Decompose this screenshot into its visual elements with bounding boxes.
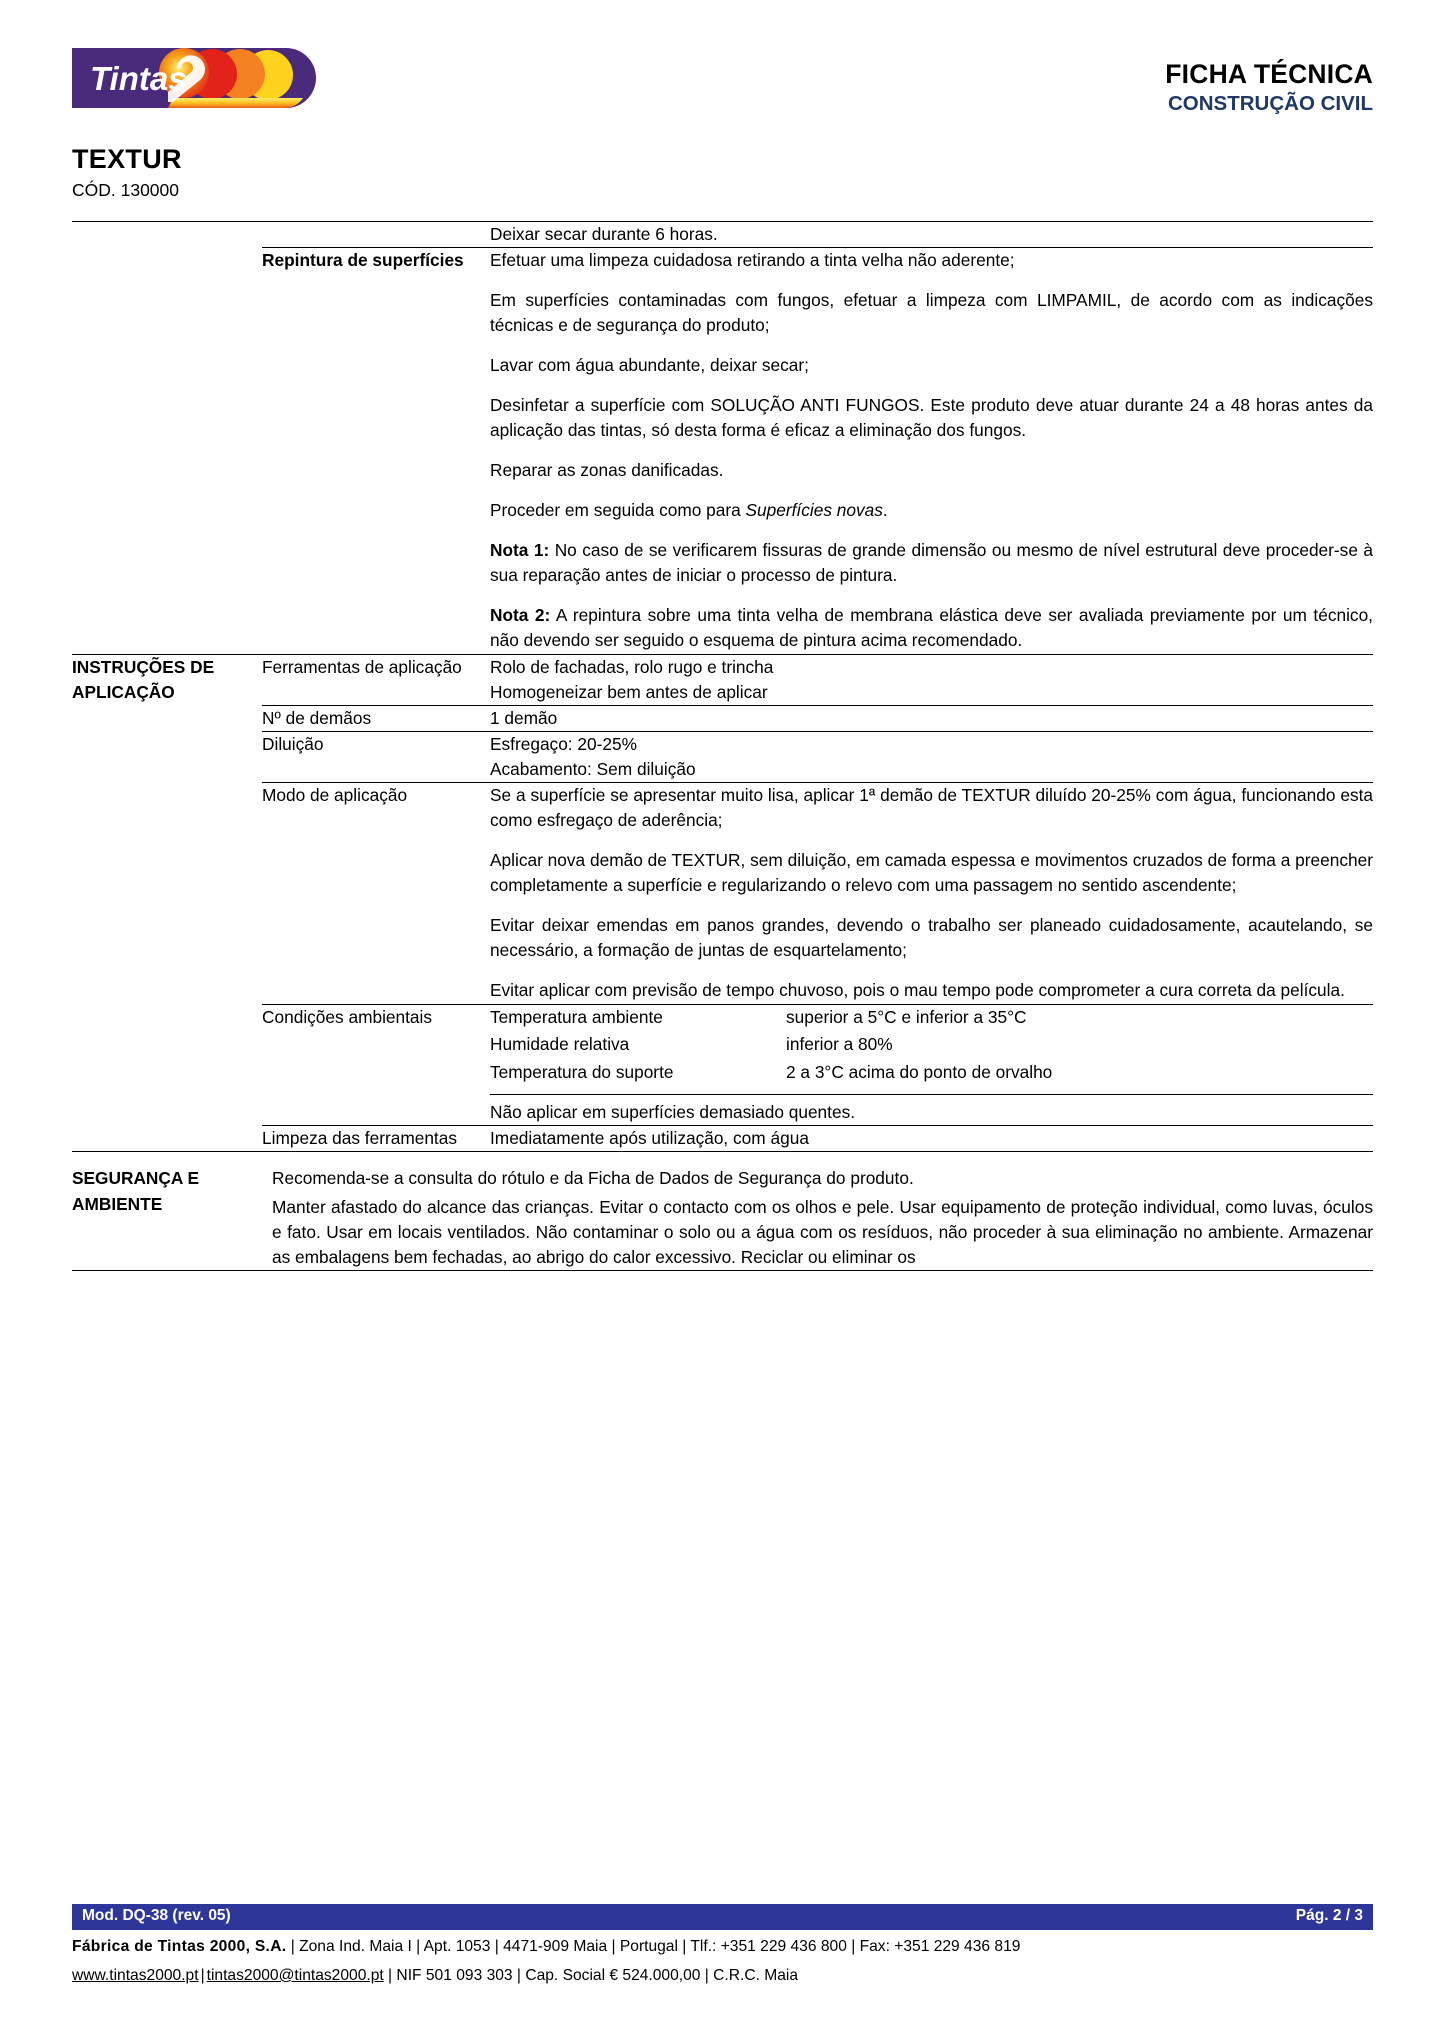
empty-section-cell: [72, 221, 262, 247]
section-label-seguranca: SEGURANÇA E AMBIENTE: [72, 1152, 262, 1270]
env-row: [490, 1032, 1373, 1060]
limpeza-value: Imediatamente após utilização, com água: [490, 1126, 1373, 1152]
row-label-modo: Modo de aplicação: [262, 782, 490, 1004]
empty-prop-cell: [262, 221, 490, 247]
footer-contact-line: [72, 1963, 1373, 1988]
row-label-ferramentas: Ferramentas de aplicação: [262, 654, 490, 705]
repintura-paragraph: Reparar as zonas danificadas.: [490, 460, 724, 481]
seguranca-line-2: Manter afastado do alcance das crianças. Evitar o contacto com os olhos e pele. Usar equipamento de proteção individual, como luvas, óculos e fato. Usar em locais ventilados. Não contaminar o solo ou a água com os resíduos, não proceder à sua eliminação no ambiente. Armazenar as embalagens bem fechadas, ao abrigo do calor excessivo. Reciclar ou eliminar os: [272, 1196, 1373, 1267]
repintura-paragraph: Efetuar uma limpeza cuidadosa retirando a tinta velha não aderente;: [490, 249, 1015, 270]
page-title: FICHA TÉCNICA: [1165, 59, 1373, 89]
page-footer: [72, 1904, 1373, 1989]
repintura-content: [490, 247, 1373, 654]
header-title-block: [1165, 42, 1373, 116]
footer-separator: |: [200, 1966, 205, 1984]
table-row: [72, 782, 1373, 1004]
page-header: [0, 0, 1445, 130]
env-key: Temperatura ambiente: [490, 1006, 663, 1027]
specification-table: [72, 221, 1373, 1281]
row-label-demaos: Nº de demãos: [262, 705, 490, 731]
table-row: [72, 247, 1373, 654]
diluicao-value: Esfregaço: 20-25% Acabamento: Sem diluição: [490, 731, 1373, 782]
modo-paragraph: Se a superfície se apresentar muito lisa, aplicar 1ª demão de TEXTUR diluído 20-25% com água, funcionando esta como esfregaço de aderência;: [490, 784, 1373, 831]
condicoes-note: Não aplicar em superfícies demasiado quentes.: [490, 1094, 1373, 1125]
footer-bar: [72, 1904, 1373, 1930]
table-row: [72, 221, 1373, 247]
footer-mod-code: Mod. DQ-38 (rev. 05): [82, 1907, 231, 1924]
table-row: [72, 705, 1373, 731]
repintura-proceder: Proceder em seguida como para Superfícies novas.: [490, 500, 888, 521]
dry-time-text: Deixar secar durante 6 horas.: [490, 223, 718, 244]
repintura-paragraph: Em superfícies contaminadas com fungos, efetuar a limpeza com LIMPAMIL, de acordo com as indicações técnicas e de segurança do produto;: [490, 289, 1373, 335]
footer-address-rest: | Zona Ind. Maia I | Apt. 1053 | 4471-909 Maia | Portugal | Tlf.: +351 229 436 800 | Fax: +351 229 436 819: [286, 1937, 1021, 1955]
environmental-conditions-grid: [490, 1005, 1373, 1089]
table-row: [72, 1152, 1373, 1270]
env-key: Temperatura do suporte: [490, 1062, 674, 1083]
section-label-instrucoes: INSTRUÇÕES DE APLICAÇÃO: [72, 654, 262, 1152]
table-row: [72, 654, 1373, 705]
footer-company-name: Fábrica de Tintas 2000, S.A.: [72, 1937, 287, 1955]
row-label-diluicao: Diluição: [262, 731, 490, 782]
repintura-nota-2: Nota 2: A repintura sobre uma tinta velha de membrana elástica deve ser avaliada previamente por um técnico, não devendo ser seguido o esquema de pintura acima recomendado.: [490, 605, 1373, 651]
env-value: 2 a 3°C acima do ponto de orvalho: [786, 1062, 1053, 1083]
closing-rule-cell: [490, 1270, 1373, 1280]
env-key: Humidade relativa: [490, 1034, 630, 1055]
logo-graphic: [72, 42, 327, 114]
row-label-repintura: Repintura de superfícies: [262, 247, 490, 654]
modo-paragraph: Aplicar nova demão de TEXTUR, sem diluição, em camada espessa e movimentos cruzados de forma a preencher completamente a superfície e regularizando o relevo com uma passagem no sentido ascendente;: [490, 850, 1373, 896]
row-label-limpeza: Limpeza das ferramentas: [262, 1126, 490, 1152]
env-row: [490, 1005, 1373, 1033]
modo-content: [490, 782, 1373, 1004]
seguranca-content: [262, 1152, 1373, 1270]
closing-rule-cell: [262, 1270, 490, 1280]
env-value: superior a 5°C e inferior a 35°C: [786, 1006, 1027, 1027]
demaos-value: 1 demão: [490, 705, 1373, 731]
footer-website-link[interactable]: www.tintas2000.pt: [72, 1966, 199, 1984]
continued-value-cell: [490, 221, 1373, 247]
closing-rule-cell: [72, 1270, 262, 1280]
table-row: [72, 731, 1373, 782]
table-row: [72, 1126, 1373, 1152]
repintura-nota-1: Nota 1: No caso de se verificarem fissuras de grande dimensão ou mesmo de nível estrutural deve proceder-se à sua reparação antes de iniciar o processo de pintura.: [490, 540, 1373, 586]
repintura-paragraph: Desinfetar a superfície com SOLUÇÃO ANTI FUNGOS. Este produto deve atuar durante 24 a 48 horas antes da aplicação das tintas, só desta forma é eficaz a eliminação dos fungos.: [490, 394, 1373, 441]
table-row: [72, 1270, 1373, 1280]
product-code: CÓD. 130000: [72, 180, 180, 201]
modo-paragraph: Evitar deixar emendas em panos grandes, devendo o trabalho ser planeado cuidadosamente, acautelando, se necessário, a formação de juntas de esquartelamento;: [490, 915, 1373, 961]
footer-address-line: [72, 1934, 1373, 1959]
product-identity: [0, 130, 1445, 203]
tintas-2000-logo: [72, 42, 327, 112]
table-row: [72, 1004, 1373, 1126]
product-name: TEXTUR: [72, 144, 182, 174]
footer-page-number: Pág. 2 / 3: [1295, 1907, 1363, 1924]
row-label-condicoes: Condições ambientais: [262, 1004, 490, 1126]
modo-paragraph: Evitar aplicar com previsão de tempo chuvoso, pois o mau tempo pode comprometer a cura correta da película.: [490, 980, 1345, 1001]
logo-wordmark: Tintas: [90, 60, 187, 97]
condicoes-content: [490, 1004, 1373, 1126]
footer-email-link[interactable]: tintas2000@tintas2000.pt: [206, 1966, 384, 1984]
repintura-paragraph: Lavar com água abundante, deixar secar;: [490, 354, 809, 375]
env-value: inferior a 80%: [786, 1034, 893, 1055]
empty-section-cell: [72, 247, 262, 654]
seguranca-line-1: Recomenda-se a consulta do rótulo e da Ficha de Dados de Segurança do produto.: [272, 1168, 914, 1189]
page-subtitle: CONSTRUÇÃO CIVIL: [1168, 91, 1373, 115]
footer-legal-info: | NIF 501 093 303 | Cap. Social € 524.000,00 | C.R.C. Maia: [383, 1966, 799, 1984]
env-row: [490, 1060, 1373, 1088]
ferramentas-value: Rolo de fachadas, rolo rugo e trincha Homogeneizar bem antes de aplicar: [490, 654, 1373, 705]
